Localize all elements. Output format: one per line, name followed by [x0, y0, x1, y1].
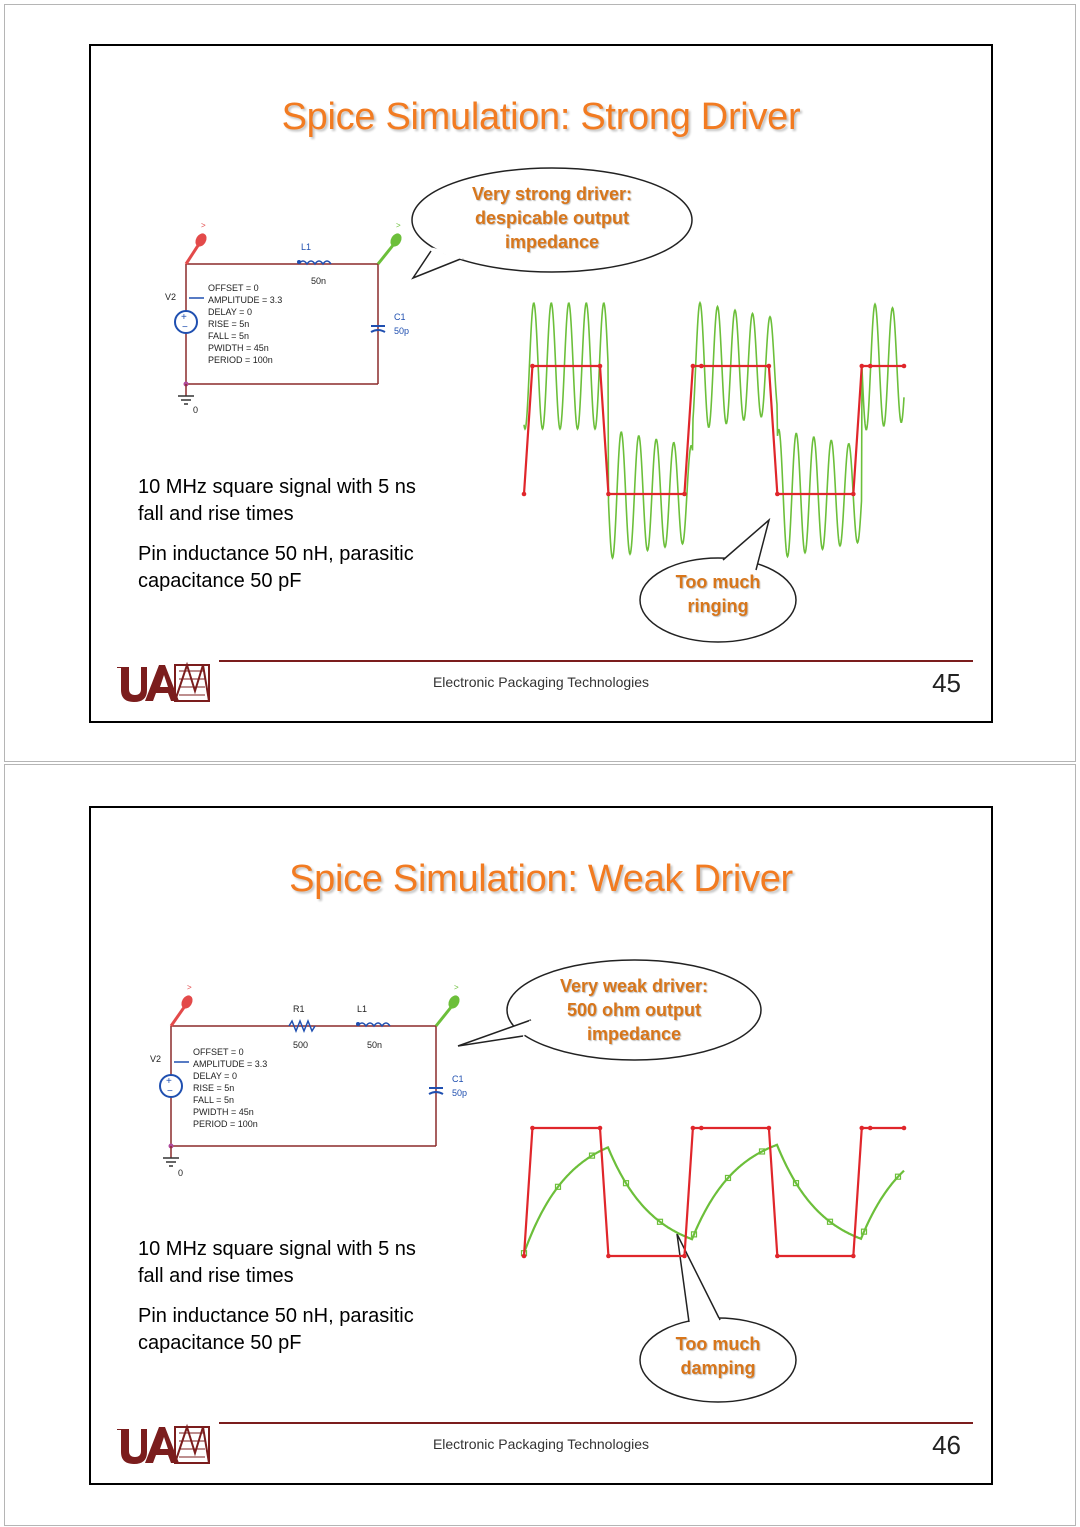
resistor-label: R1 [293, 1004, 305, 1014]
svg-text:FALL = 5n: FALL = 5n [208, 331, 249, 341]
svg-text:PERIOD = 100n: PERIOD = 100n [208, 355, 273, 365]
cap-value: 50p [394, 326, 410, 336]
svg-text:OFFSET = 0: OFFSET = 0 [208, 283, 259, 293]
svg-text:>: > [187, 983, 192, 992]
input-marker [530, 364, 535, 369]
description-text: 10 MHz square signal with 5 ns fall and rise times Pin inductance 50 nH, parasitic capacitance 50 pF [138, 1238, 416, 1354]
svg-text:0: 0 [193, 405, 199, 415]
svg-text:−: − [182, 322, 188, 333]
input-marker [775, 492, 780, 497]
input-marker [691, 1126, 696, 1131]
cap-value: 50p [452, 1088, 468, 1098]
svg-text:0: 0 [178, 1168, 184, 1178]
output-damped-wave [524, 1145, 904, 1253]
source-label: V2 [150, 1054, 162, 1064]
waveform-plot [522, 1126, 907, 1259]
input-marker [868, 364, 873, 369]
svg-text:OFFSET = 0: OFFSET = 0 [193, 1047, 244, 1057]
svg-text:+: + [181, 312, 187, 323]
waveform-plot [522, 303, 907, 558]
schematic-diagram [91, 808, 991, 1483]
input-marker [691, 364, 696, 369]
input-marker [851, 492, 856, 497]
callout-bottom-text: Too much damping [675, 1334, 761, 1378]
svg-text:AMPLITUDE = 3.3: AMPLITUDE = 3.3 [193, 1059, 268, 1069]
page-number: 46 [932, 1430, 961, 1460]
svg-text:DELAY = 0: DELAY = 0 [208, 307, 252, 317]
cap-label: C1 [452, 1074, 464, 1084]
inductor-value: 50n [367, 1040, 383, 1050]
slide-title: Spice Simulation: Weak Driver [289, 858, 793, 900]
input-marker [902, 364, 907, 369]
schematic-diagram [91, 46, 991, 721]
input-marker [859, 364, 864, 369]
source-label: V2 [165, 292, 177, 302]
svg-text:PWIDTH = 45n: PWIDTH = 45n [208, 343, 269, 353]
input-marker [682, 1254, 687, 1259]
input-marker [767, 1126, 772, 1131]
slide-title: Spice Simulation: Strong Driver [281, 96, 801, 138]
input-marker [859, 1126, 864, 1131]
input-marker [598, 364, 603, 369]
red-probe-icon [186, 221, 209, 264]
input-marker [522, 492, 527, 497]
resistor-value: 500 [293, 1040, 309, 1050]
svg-text:−: − [167, 1086, 173, 1097]
red-probe-icon [171, 983, 195, 1026]
input-marker [699, 1126, 704, 1131]
svg-text:RISE = 5n: RISE = 5n [208, 319, 250, 329]
svg-text:>: > [454, 983, 459, 992]
input-square-wave [524, 1128, 904, 1256]
input-marker [606, 492, 611, 497]
input-marker [775, 1254, 780, 1259]
callout-top-text: Very strong driver: despicable output impedance [471, 184, 633, 252]
slide-46 [89, 806, 993, 1485]
footer-text: Electronic Packaging Technologies [432, 1436, 650, 1452]
svg-text:RISE = 5n: RISE = 5n [193, 1083, 235, 1093]
callout-bottom-text: Too much ringing [675, 572, 761, 616]
description-text: 10 MHz square signal with 5 ns fall and rise times Pin inductance 50 nH, parasitic capacitance 50 pF [138, 476, 416, 592]
input-marker [682, 492, 687, 497]
svg-text:>: > [396, 221, 401, 230]
svg-text:+: + [166, 1076, 172, 1087]
inductor-value: 50n [311, 276, 327, 286]
input-marker [868, 1126, 873, 1131]
footer-rule [219, 1422, 973, 1424]
page-number: 45 [932, 668, 961, 698]
svg-text:AMPLITUDE = 3.3: AMPLITUDE = 3.3 [208, 295, 283, 305]
input-marker [902, 1126, 907, 1131]
svg-text:>: > [201, 221, 206, 230]
footer-text: Electronic Packaging Technologies [432, 674, 650, 690]
input-marker [767, 364, 772, 369]
svg-text:DELAY = 0: DELAY = 0 [193, 1071, 237, 1081]
cap-label: C1 [394, 312, 406, 322]
input-marker [598, 1126, 603, 1131]
footer-rule [219, 660, 973, 662]
output-ringing-wave [524, 303, 904, 558]
input-marker [522, 1254, 527, 1259]
inductor-label: L1 [357, 1004, 368, 1014]
input-marker [530, 1126, 535, 1131]
svg-text:PERIOD = 100n: PERIOD = 100n [193, 1119, 258, 1129]
callout-top-text: Very weak driver: 500 ohm output impedance [559, 976, 709, 1044]
input-marker [851, 1254, 856, 1259]
svg-text:PWIDTH = 45n: PWIDTH = 45n [193, 1107, 254, 1117]
inductor-label: L1 [301, 242, 312, 252]
svg-text:FALL = 5n: FALL = 5n [193, 1095, 234, 1105]
slide-45 [89, 44, 993, 723]
input-marker [606, 1254, 611, 1259]
green-probe-icon [378, 221, 404, 264]
green-probe-icon [436, 983, 462, 1026]
input-marker [699, 364, 704, 369]
